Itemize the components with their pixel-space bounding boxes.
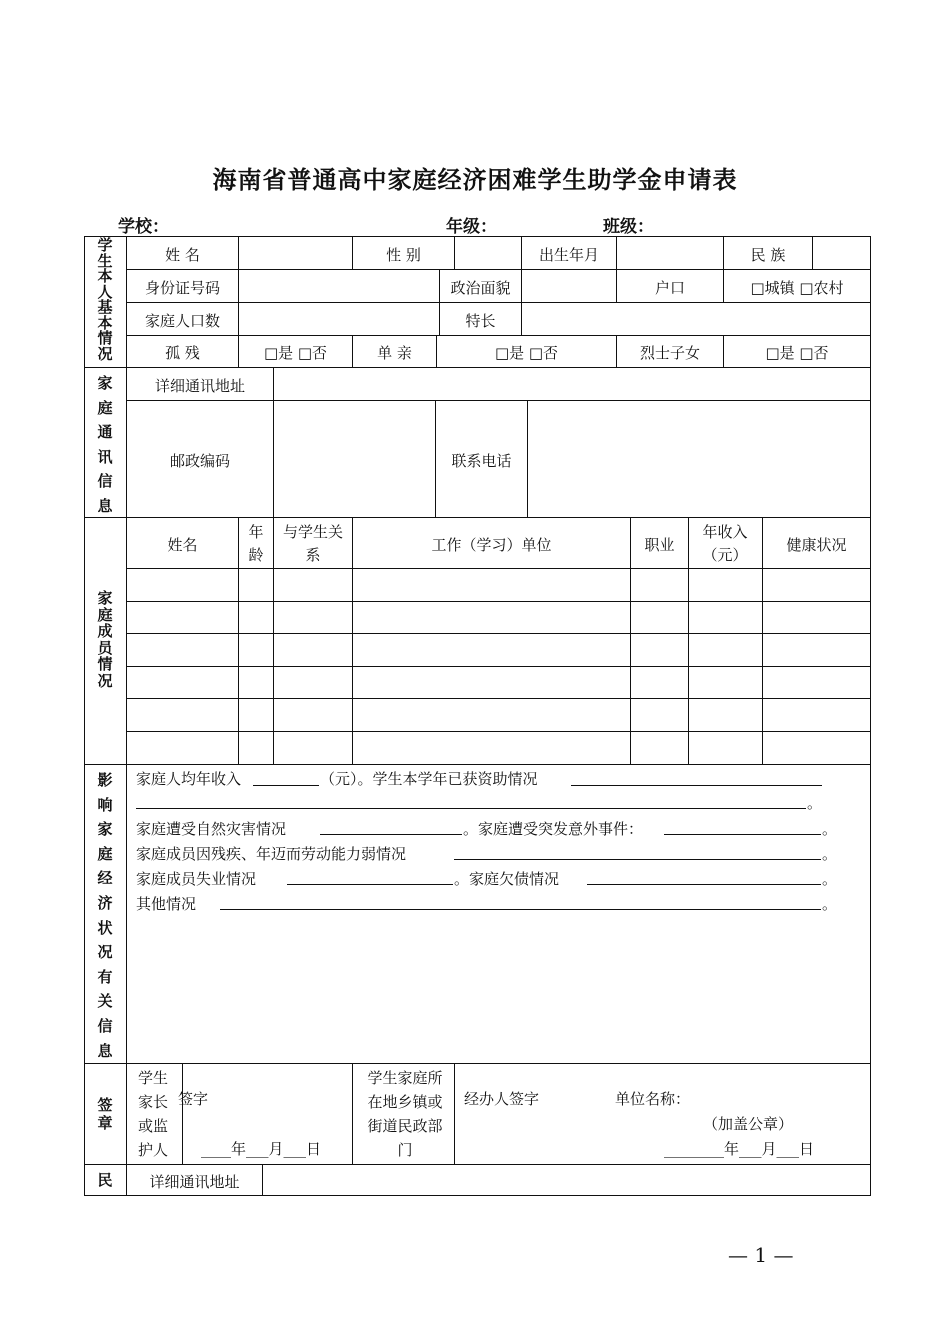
member-col-health: 健康状况 xyxy=(786,536,847,554)
member-col-job: 职业 xyxy=(644,536,675,554)
unit-name-label: 单位名称： xyxy=(615,1090,691,1108)
postcode-field[interactable] xyxy=(274,401,434,517)
econ-unemployment-label: 家庭成员失业情况 xyxy=(136,870,257,888)
seal-note: （加盖公章） xyxy=(703,1115,794,1133)
class-label: 班级： xyxy=(603,217,654,237)
phone-label: 联系电话 xyxy=(451,452,512,470)
period: 。 xyxy=(822,845,838,863)
address-label: 详细通讯地址 xyxy=(154,377,245,395)
class-field[interactable] xyxy=(654,218,702,237)
aid-field-cont[interactable] xyxy=(136,808,806,809)
period: 。 xyxy=(822,870,838,888)
name-label: 姓 名 xyxy=(165,246,200,264)
section-label-members: 家庭成员情况 xyxy=(97,589,113,690)
section-label-civil: 民 xyxy=(97,1171,113,1189)
aid-field[interactable] xyxy=(571,785,822,786)
civil-office-label: 学生家庭所在地乡镇或街道民政部门 xyxy=(367,1069,443,1159)
disability-field[interactable] xyxy=(454,859,821,860)
guardian-date[interactable]: ____年___月___日 xyxy=(201,1140,322,1158)
unemployment-field[interactable] xyxy=(287,884,453,885)
hukou-label: 户口 xyxy=(654,279,685,297)
orphan-options[interactable]: □是 □否 xyxy=(263,344,328,362)
hukou-options[interactable]: □城镇 □农村 xyxy=(750,279,844,297)
school-grade-class-line xyxy=(118,212,702,237)
section-divider xyxy=(84,764,871,765)
id-field[interactable] xyxy=(239,270,438,302)
ethnic-label: 民 族 xyxy=(750,246,786,264)
table-border-left xyxy=(84,236,85,1195)
disaster-field[interactable] xyxy=(320,834,462,835)
col-line xyxy=(454,1063,455,1164)
guardian-label: 学生家长或监护人 xyxy=(138,1069,169,1159)
col-line xyxy=(238,517,239,764)
civil-address-field[interactable] xyxy=(263,1165,869,1194)
birth-label: 出生年月 xyxy=(538,246,599,264)
id-label: 身份证号码 xyxy=(144,279,220,297)
handler-label: 经办人签字 xyxy=(464,1090,540,1108)
grade-field[interactable] xyxy=(497,218,603,237)
guardian-signature-field[interactable] xyxy=(183,1064,351,1134)
section-label-econ: 影响家庭经济状况有关信息 xyxy=(97,771,113,1060)
member-col-relation: 与学生关系 xyxy=(283,523,344,564)
section-label-sign: 签章 xyxy=(97,1096,113,1132)
member-col-age: 年龄 xyxy=(248,523,264,564)
econ-disaster-label: 家庭遭受自然灾害情况 xyxy=(136,820,287,838)
civil-address-label: 详细通讯地址 xyxy=(149,1173,240,1191)
col-line xyxy=(688,517,689,764)
birth-field[interactable] xyxy=(617,237,722,269)
table-border-bottom xyxy=(84,1195,871,1196)
orphan-label: 孤 残 xyxy=(165,344,200,362)
income-field[interactable] xyxy=(253,785,319,786)
family-size-label: 家庭人口数 xyxy=(144,312,220,330)
school-field[interactable] xyxy=(169,218,446,237)
econ-line1-label2: （元）。学生本学年已获资助情况 xyxy=(320,770,538,788)
accident-field[interactable] xyxy=(664,834,821,835)
address-field[interactable] xyxy=(274,368,869,400)
period: 。 xyxy=(822,820,838,838)
ethnic-field[interactable] xyxy=(813,237,869,269)
name-field[interactable] xyxy=(239,237,351,269)
other-field[interactable] xyxy=(220,909,821,910)
econ-debt-label: 。家庭欠债情况 xyxy=(454,870,560,888)
politics-field[interactable] xyxy=(522,270,615,302)
debt-field[interactable] xyxy=(587,884,821,885)
handler-signature-field[interactable] xyxy=(530,1080,610,1108)
grade-label: 年级： xyxy=(446,217,497,237)
member-col-work: 工作（学习）单位 xyxy=(431,536,552,554)
school-label: 学校： xyxy=(118,217,169,237)
form-title: 海南省普通高中家庭经济困难学生助学金申请表 xyxy=(212,165,738,194)
single-label: 单 亲 xyxy=(377,344,412,362)
page-number: — 1 — xyxy=(728,1243,794,1267)
section-label-contact: 家庭通讯信息 xyxy=(97,374,113,515)
econ-line1-label: 家庭人均年收入 xyxy=(136,770,242,788)
gender-label: 性 别 xyxy=(386,246,421,264)
office-date[interactable]: ________年___月___日 xyxy=(664,1140,815,1158)
period: 。 xyxy=(807,794,823,812)
postcode-label: 邮政编码 xyxy=(169,452,230,470)
econ-disability-label: 家庭成员因残疾、年迈而劳动能力弱情况 xyxy=(136,845,407,863)
martyr-options[interactable]: □是 □否 xyxy=(765,344,829,362)
martyr-label: 烈士子女 xyxy=(639,344,700,362)
member-col-name: 姓名 xyxy=(167,536,198,554)
family-size-field[interactable] xyxy=(239,303,438,335)
col-line xyxy=(273,517,274,764)
section-label-basic: 学生本人基本情况 xyxy=(97,236,113,363)
period: 。 xyxy=(822,895,838,913)
gender-field[interactable] xyxy=(455,237,520,269)
member-col-income: 年收入（元） xyxy=(702,523,748,564)
phone-field[interactable] xyxy=(528,401,869,517)
table-border-right xyxy=(870,236,871,1195)
specialty-field[interactable] xyxy=(522,303,869,335)
econ-other-label: 其他情况 xyxy=(136,895,197,913)
col-line xyxy=(352,1063,353,1164)
single-options[interactable]: □是 □否 xyxy=(494,344,559,362)
section-divider xyxy=(84,517,871,518)
econ-accident-label: 。家庭遭受突发意外事件： xyxy=(463,820,644,838)
specialty-label: 特长 xyxy=(465,312,496,330)
sign-word: 签字 xyxy=(178,1090,209,1108)
politics-label: 政治面貌 xyxy=(450,279,511,297)
